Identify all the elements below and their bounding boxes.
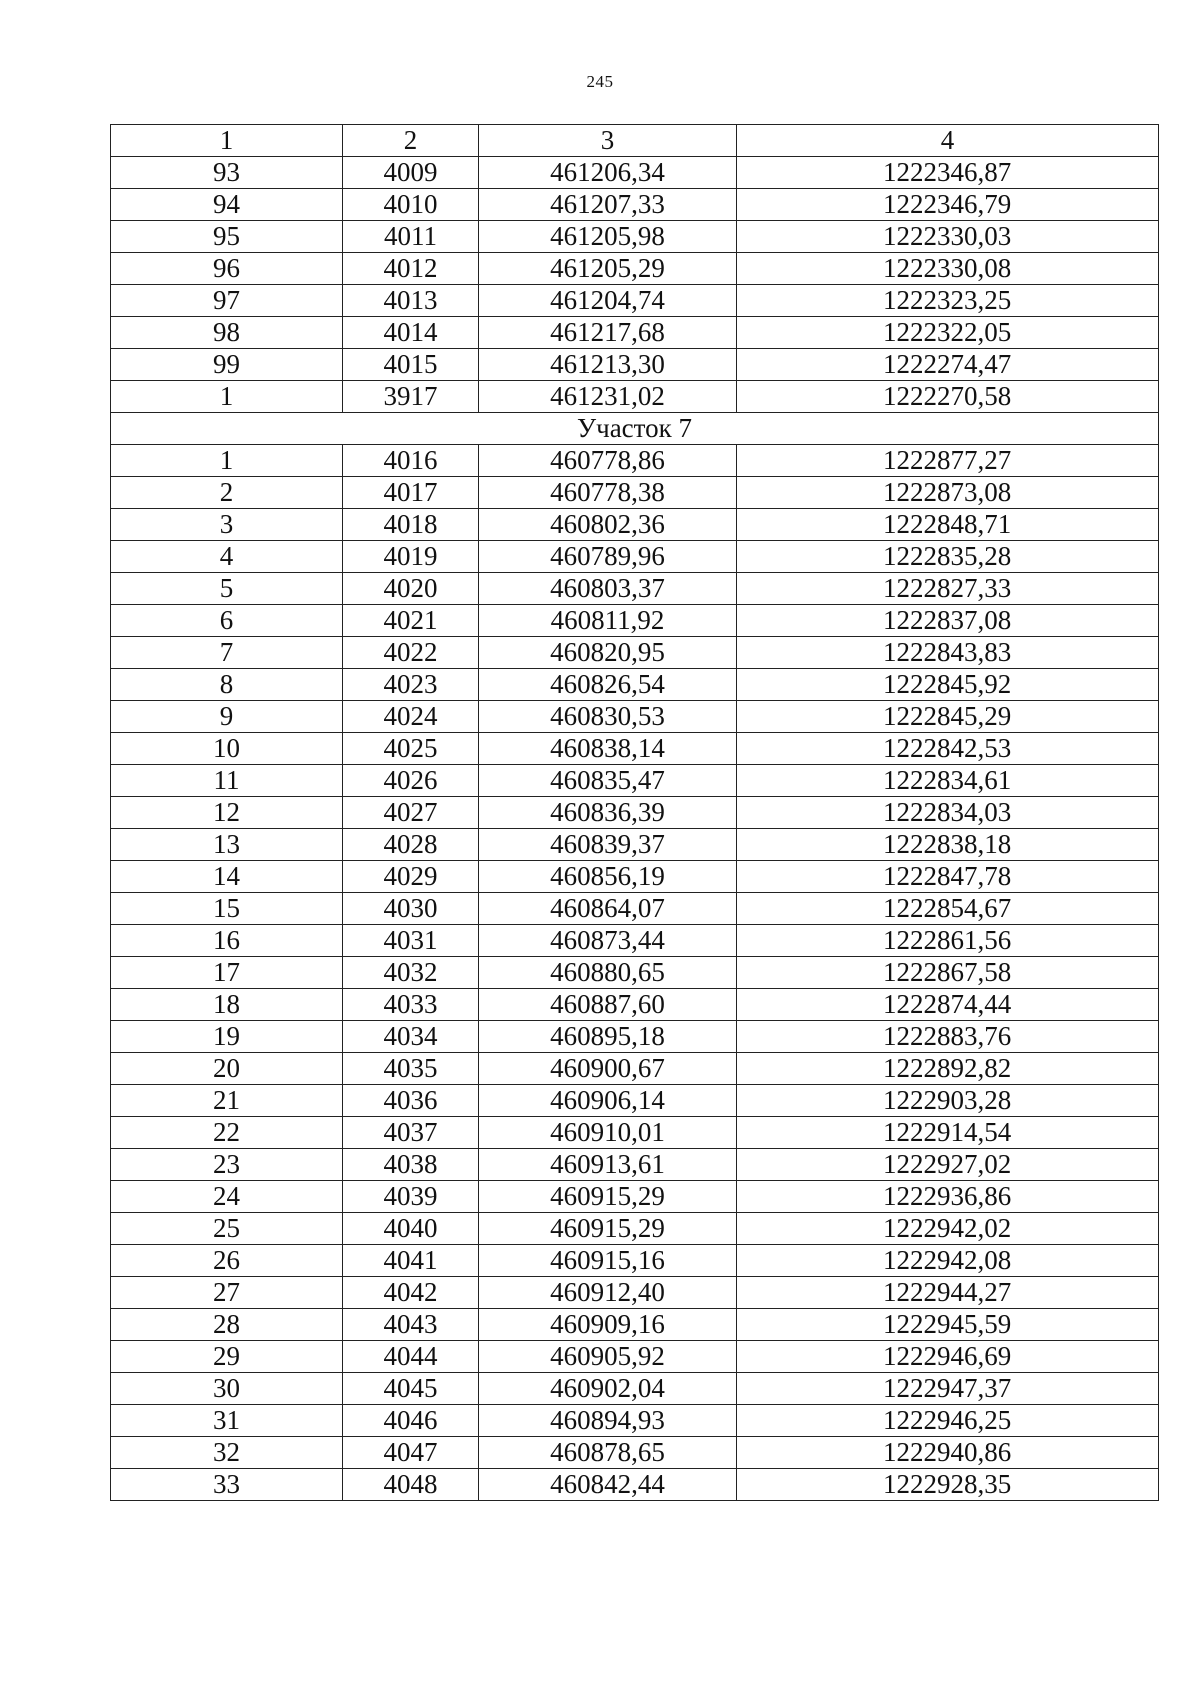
table-row — [111, 381, 1159, 413]
row-number-cell: 23 — [111, 1149, 343, 1181]
table-row — [111, 317, 1159, 349]
x-coordinate-cell: 460906,14 — [479, 1085, 737, 1117]
table-row — [111, 189, 1159, 221]
x-coordinate-cell: 460820,95 — [479, 637, 737, 669]
point-number-cell: 4010 — [343, 189, 479, 221]
row-number-cell: 1 — [111, 381, 343, 413]
y-coordinate-cell: 1222936,86 — [737, 1181, 1159, 1213]
header-cell-4: 4 — [737, 125, 1159, 157]
x-coordinate-cell: 460909,16 — [479, 1309, 737, 1341]
y-coordinate-cell: 1222848,71 — [737, 509, 1159, 541]
point-number-cell: 4023 — [343, 669, 479, 701]
y-coordinate-cell: 1222346,87 — [737, 157, 1159, 189]
point-number-cell: 4015 — [343, 349, 479, 381]
row-number-cell: 6 — [111, 605, 343, 637]
x-coordinate-cell: 461206,34 — [479, 157, 737, 189]
table-row — [111, 797, 1159, 829]
point-number-cell: 4048 — [343, 1469, 479, 1501]
row-number-cell: 33 — [111, 1469, 343, 1501]
point-number-cell: 4021 — [343, 605, 479, 637]
table-header-row — [111, 125, 1159, 157]
header-cell-3: 3 — [479, 125, 737, 157]
table-row — [111, 605, 1159, 637]
row-number-cell: 19 — [111, 1021, 343, 1053]
row-number-cell: 12 — [111, 797, 343, 829]
y-coordinate-cell: 1222835,28 — [737, 541, 1159, 573]
y-coordinate-cell: 1222946,25 — [737, 1405, 1159, 1437]
row-number-cell: 17 — [111, 957, 343, 989]
x-coordinate-cell: 460894,93 — [479, 1405, 737, 1437]
point-number-cell: 4022 — [343, 637, 479, 669]
x-coordinate-cell: 461205,29 — [479, 253, 737, 285]
y-coordinate-cell: 1222945,59 — [737, 1309, 1159, 1341]
x-coordinate-cell: 460915,16 — [479, 1245, 737, 1277]
point-number-cell: 4041 — [343, 1245, 479, 1277]
y-coordinate-cell: 1222842,53 — [737, 733, 1159, 765]
table-row — [111, 1469, 1159, 1501]
point-number-cell: 4035 — [343, 1053, 479, 1085]
row-number-cell: 1 — [111, 445, 343, 477]
point-number-cell: 3917 — [343, 381, 479, 413]
row-number-cell: 30 — [111, 1373, 343, 1405]
row-number-cell: 97 — [111, 285, 343, 317]
section-row — [111, 413, 1159, 445]
table-row — [111, 957, 1159, 989]
row-number-cell: 16 — [111, 925, 343, 957]
point-number-cell: 4040 — [343, 1213, 479, 1245]
row-number-cell: 95 — [111, 221, 343, 253]
y-coordinate-cell: 1222346,79 — [737, 189, 1159, 221]
table-row — [111, 253, 1159, 285]
point-number-cell: 4033 — [343, 989, 479, 1021]
row-number-cell: 13 — [111, 829, 343, 861]
point-number-cell: 4047 — [343, 1437, 479, 1469]
row-number-cell: 11 — [111, 765, 343, 797]
table-row — [111, 541, 1159, 573]
section-title: Участок 7 — [111, 413, 1159, 445]
table-row — [111, 1053, 1159, 1085]
table-row — [111, 1405, 1159, 1437]
row-number-cell: 14 — [111, 861, 343, 893]
table-row — [111, 893, 1159, 925]
point-number-cell: 4019 — [343, 541, 479, 573]
y-coordinate-cell: 1222946,69 — [737, 1341, 1159, 1373]
table-row — [111, 989, 1159, 1021]
y-coordinate-cell: 1222323,25 — [737, 285, 1159, 317]
x-coordinate-cell: 460778,38 — [479, 477, 737, 509]
table-row — [111, 1085, 1159, 1117]
table-row — [111, 573, 1159, 605]
y-coordinate-cell: 1222330,08 — [737, 253, 1159, 285]
x-coordinate-cell: 460838,14 — [479, 733, 737, 765]
table-row — [111, 1149, 1159, 1181]
row-number-cell: 10 — [111, 733, 343, 765]
x-coordinate-cell: 460900,67 — [479, 1053, 737, 1085]
table-row — [111, 733, 1159, 765]
x-coordinate-cell: 461213,30 — [479, 349, 737, 381]
x-coordinate-cell: 460839,37 — [479, 829, 737, 861]
table-row — [111, 1341, 1159, 1373]
table-row — [111, 1117, 1159, 1149]
table-row — [111, 829, 1159, 861]
x-coordinate-cell: 460910,01 — [479, 1117, 737, 1149]
table-row — [111, 1245, 1159, 1277]
point-number-cell: 4031 — [343, 925, 479, 957]
x-coordinate-cell: 461231,02 — [479, 381, 737, 413]
row-number-cell: 27 — [111, 1277, 343, 1309]
table-row — [111, 157, 1159, 189]
row-number-cell: 8 — [111, 669, 343, 701]
row-number-cell: 99 — [111, 349, 343, 381]
y-coordinate-cell: 1222928,35 — [737, 1469, 1159, 1501]
y-coordinate-cell: 1222322,05 — [737, 317, 1159, 349]
x-coordinate-cell: 460905,92 — [479, 1341, 737, 1373]
row-number-cell: 26 — [111, 1245, 343, 1277]
table-body — [111, 157, 1159, 1501]
table-row — [111, 445, 1159, 477]
x-coordinate-cell: 460878,65 — [479, 1437, 737, 1469]
point-number-cell: 4016 — [343, 445, 479, 477]
y-coordinate-cell: 1222867,58 — [737, 957, 1159, 989]
x-coordinate-cell: 460880,65 — [479, 957, 737, 989]
table-row — [111, 1021, 1159, 1053]
row-number-cell: 21 — [111, 1085, 343, 1117]
y-coordinate-cell: 1222854,67 — [737, 893, 1159, 925]
x-coordinate-cell: 460826,54 — [479, 669, 737, 701]
x-coordinate-cell: 460830,53 — [479, 701, 737, 733]
table-row — [111, 1277, 1159, 1309]
page-number: 245 — [586, 72, 614, 91]
row-number-cell: 5 — [111, 573, 343, 605]
x-coordinate-cell: 460802,36 — [479, 509, 737, 541]
table-row — [111, 701, 1159, 733]
row-number-cell: 2 — [111, 477, 343, 509]
x-coordinate-cell: 460789,96 — [479, 541, 737, 573]
x-coordinate-cell: 460856,19 — [479, 861, 737, 893]
point-number-cell: 4032 — [343, 957, 479, 989]
y-coordinate-cell: 1222838,18 — [737, 829, 1159, 861]
row-number-cell: 4 — [111, 541, 343, 573]
y-coordinate-cell: 1222944,27 — [737, 1277, 1159, 1309]
x-coordinate-cell: 460915,29 — [479, 1213, 737, 1245]
y-coordinate-cell: 1222861,56 — [737, 925, 1159, 957]
row-number-cell: 98 — [111, 317, 343, 349]
table-row — [111, 669, 1159, 701]
row-number-cell: 3 — [111, 509, 343, 541]
x-coordinate-cell: 460902,04 — [479, 1373, 737, 1405]
table-row — [111, 1181, 1159, 1213]
point-number-cell: 4046 — [343, 1405, 479, 1437]
y-coordinate-cell: 1222947,37 — [737, 1373, 1159, 1405]
point-number-cell: 4011 — [343, 221, 479, 253]
y-coordinate-cell: 1222892,82 — [737, 1053, 1159, 1085]
table-row — [111, 509, 1159, 541]
point-number-cell: 4020 — [343, 573, 479, 605]
row-number-cell: 9 — [111, 701, 343, 733]
y-coordinate-cell: 1222877,27 — [737, 445, 1159, 477]
point-number-cell: 4042 — [343, 1277, 479, 1309]
point-number-cell: 4034 — [343, 1021, 479, 1053]
table-row — [111, 1309, 1159, 1341]
y-coordinate-cell: 1222834,61 — [737, 765, 1159, 797]
table-row — [111, 925, 1159, 957]
x-coordinate-cell: 460864,07 — [479, 893, 737, 925]
x-coordinate-cell: 460803,37 — [479, 573, 737, 605]
x-coordinate-cell: 460778,86 — [479, 445, 737, 477]
table-row — [111, 285, 1159, 317]
point-number-cell: 4009 — [343, 157, 479, 189]
row-number-cell: 96 — [111, 253, 343, 285]
row-number-cell: 20 — [111, 1053, 343, 1085]
y-coordinate-cell: 1222270,58 — [737, 381, 1159, 413]
y-coordinate-cell: 1222927,02 — [737, 1149, 1159, 1181]
y-coordinate-cell: 1222845,92 — [737, 669, 1159, 701]
table-row — [111, 1437, 1159, 1469]
x-coordinate-cell: 460913,61 — [479, 1149, 737, 1181]
y-coordinate-cell: 1222874,44 — [737, 989, 1159, 1021]
x-coordinate-cell: 461217,68 — [479, 317, 737, 349]
row-number-cell: 24 — [111, 1181, 343, 1213]
point-number-cell: 4038 — [343, 1149, 479, 1181]
table-row — [111, 477, 1159, 509]
y-coordinate-cell: 1222942,08 — [737, 1245, 1159, 1277]
row-number-cell: 22 — [111, 1117, 343, 1149]
y-coordinate-cell: 1222942,02 — [737, 1213, 1159, 1245]
y-coordinate-cell: 1222845,29 — [737, 701, 1159, 733]
row-number-cell: 18 — [111, 989, 343, 1021]
coordinates-table — [110, 124, 1159, 1501]
row-number-cell: 7 — [111, 637, 343, 669]
table-row — [111, 1213, 1159, 1245]
point-number-cell: 4028 — [343, 829, 479, 861]
point-number-cell: 4045 — [343, 1373, 479, 1405]
table-row — [111, 637, 1159, 669]
row-number-cell: 28 — [111, 1309, 343, 1341]
point-number-cell: 4036 — [343, 1085, 479, 1117]
point-number-cell: 4014 — [343, 317, 479, 349]
x-coordinate-cell: 461207,33 — [479, 189, 737, 221]
point-number-cell: 4029 — [343, 861, 479, 893]
x-coordinate-cell: 461205,98 — [479, 221, 737, 253]
point-number-cell: 4037 — [343, 1117, 479, 1149]
y-coordinate-cell: 1222827,33 — [737, 573, 1159, 605]
point-number-cell: 4012 — [343, 253, 479, 285]
y-coordinate-cell: 1222330,03 — [737, 221, 1159, 253]
row-number-cell: 15 — [111, 893, 343, 925]
row-number-cell: 31 — [111, 1405, 343, 1437]
y-coordinate-cell: 1222843,83 — [737, 637, 1159, 669]
point-number-cell: 4030 — [343, 893, 479, 925]
header-cell-1: 1 — [111, 125, 343, 157]
y-coordinate-cell: 1222883,76 — [737, 1021, 1159, 1053]
point-number-cell: 4017 — [343, 477, 479, 509]
point-number-cell: 4027 — [343, 797, 479, 829]
y-coordinate-cell: 1222834,03 — [737, 797, 1159, 829]
row-number-cell: 94 — [111, 189, 343, 221]
y-coordinate-cell: 1222914,54 — [737, 1117, 1159, 1149]
x-coordinate-cell: 460836,39 — [479, 797, 737, 829]
point-number-cell: 4018 — [343, 509, 479, 541]
x-coordinate-cell: 460912,40 — [479, 1277, 737, 1309]
row-number-cell: 32 — [111, 1437, 343, 1469]
y-coordinate-cell: 1222274,47 — [737, 349, 1159, 381]
x-coordinate-cell: 460842,44 — [479, 1469, 737, 1501]
row-number-cell: 29 — [111, 1341, 343, 1373]
y-coordinate-cell: 1222873,08 — [737, 477, 1159, 509]
point-number-cell: 4044 — [343, 1341, 479, 1373]
x-coordinate-cell: 460915,29 — [479, 1181, 737, 1213]
table-row — [111, 765, 1159, 797]
header-cell-2: 2 — [343, 125, 479, 157]
point-number-cell: 4013 — [343, 285, 479, 317]
point-number-cell: 4025 — [343, 733, 479, 765]
table-row — [111, 861, 1159, 893]
table-row — [111, 221, 1159, 253]
point-number-cell: 4026 — [343, 765, 479, 797]
y-coordinate-cell: 1222940,86 — [737, 1437, 1159, 1469]
point-number-cell: 4043 — [343, 1309, 479, 1341]
y-coordinate-cell: 1222837,08 — [737, 605, 1159, 637]
x-coordinate-cell: 460887,60 — [479, 989, 737, 1021]
x-coordinate-cell: 460811,92 — [479, 605, 737, 637]
y-coordinate-cell: 1222903,28 — [737, 1085, 1159, 1117]
row-number-cell: 25 — [111, 1213, 343, 1245]
x-coordinate-cell: 460835,47 — [479, 765, 737, 797]
x-coordinate-cell: 461204,74 — [479, 285, 737, 317]
point-number-cell: 4024 — [343, 701, 479, 733]
row-number-cell: 93 — [111, 157, 343, 189]
x-coordinate-cell: 460873,44 — [479, 925, 737, 957]
x-coordinate-cell: 460895,18 — [479, 1021, 737, 1053]
point-number-cell: 4039 — [343, 1181, 479, 1213]
y-coordinate-cell: 1222847,78 — [737, 861, 1159, 893]
table-row — [111, 1373, 1159, 1405]
table-row — [111, 349, 1159, 381]
